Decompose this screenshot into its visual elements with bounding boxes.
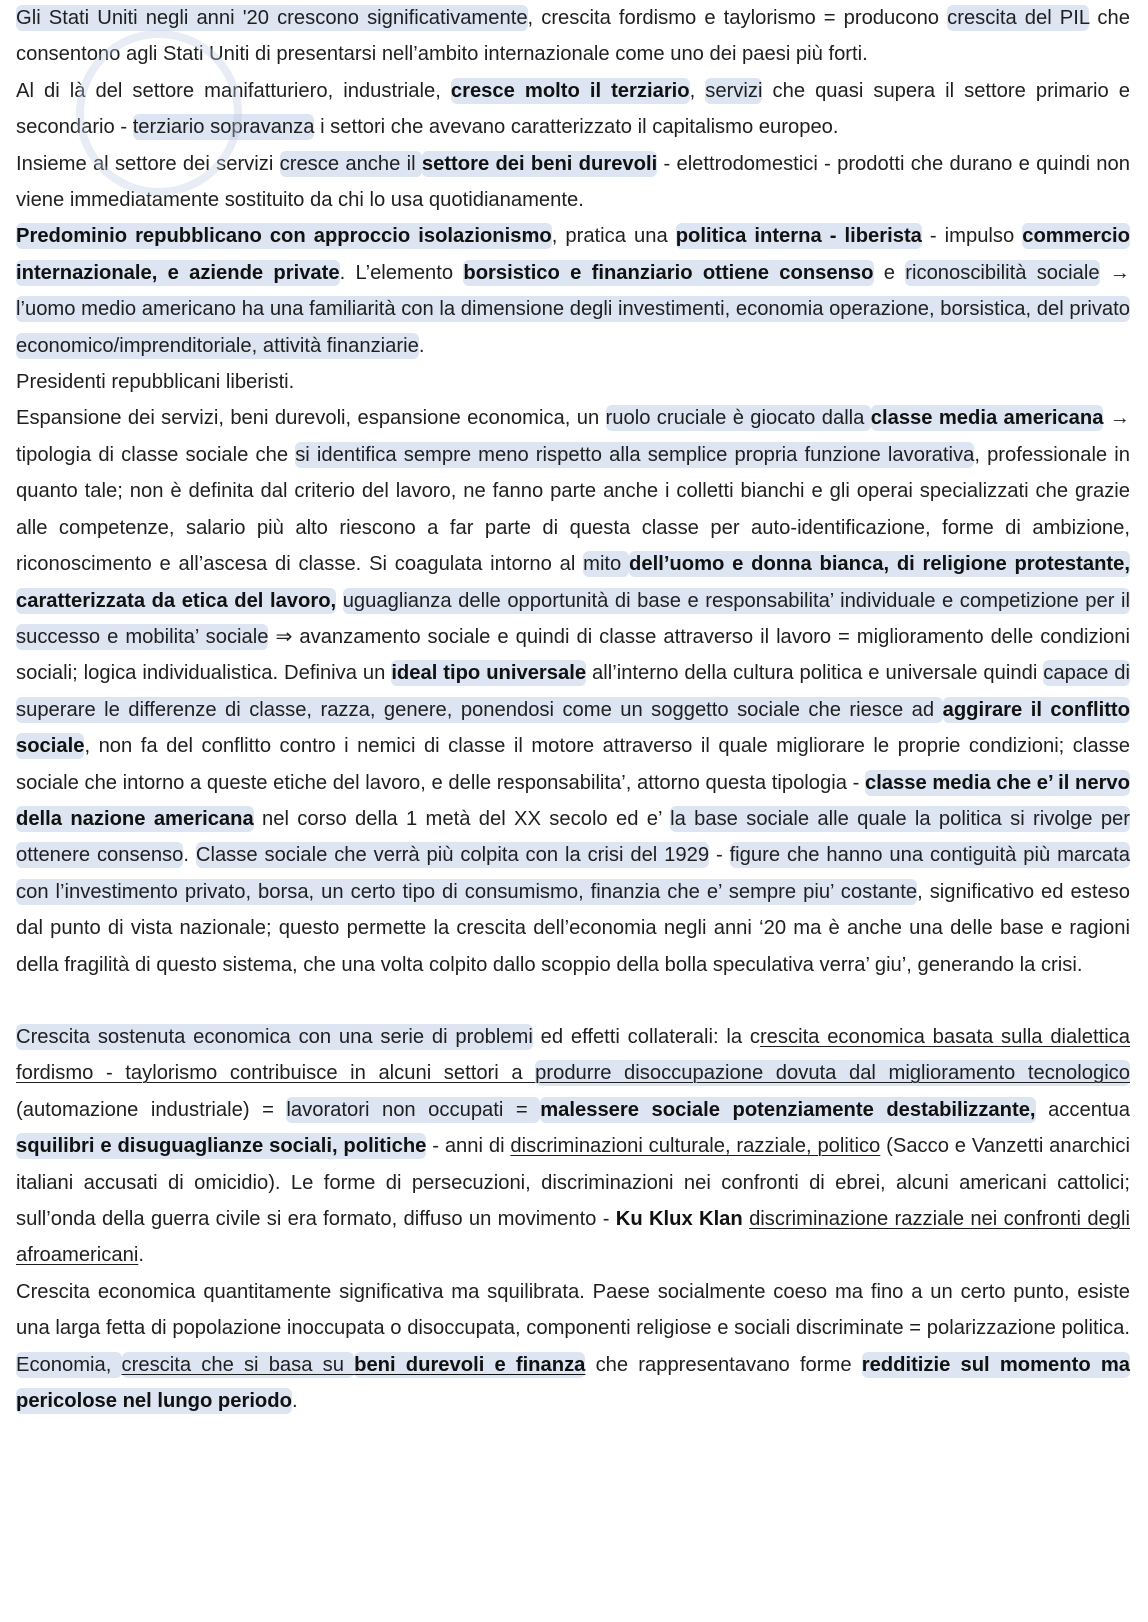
paragraph [16, 364, 1130, 400]
text-run: Presidenti repubblicani liberisti. [16, 371, 295, 394]
highlighted-text: l’uomo medio americano ha una familiarità con la dimensione degli investimenti, economia operazione, borsistica, del privato economico/imprenditoriale, attività finanziarie [16, 298, 1130, 357]
text-run: (Sacco e Vanzetti anarchici italiani accusati di omicidio). Le forme di persecuzioni, discriminazioni nei confronti di ebrei, alcuni americani cattolici; sull’onda della guerra civile si era formato, diffuso un movimento - [16, 1135, 1130, 1230]
text-run: , significativo ed esteso dal punto di vista nazionale; questo permette la crescita dell’economia negli anni ‘20 ma è anche una delle base e ragioni della fragilità di questo sistema, che una volta colpito dallo scoppio della bolla speculativa verra’ giu’, generando la crisi. [16, 880, 1130, 976]
paragraph-spacer [16, 983, 1130, 1019]
bold-text: Predominio repubblicano con approccio isolazionismo [16, 225, 552, 248]
highlighted-text: Gli Stati Uniti negli anni '20 crescono significativamente [16, 7, 528, 29]
text-run: Insieme al settore dei servizi [16, 152, 280, 175]
text-run: , professionale in quanto tale; non è definita dal criterio del lavoro, ne fanno parte anche i colletti bianchi e gli operai specializzati che grazie alle competenze, salario più alto riescono a far parte di questa classe per auto-identificazione, forme di ambizione, riconoscimento e all’ascesa di classe. Si coagulata intorno al [16, 443, 1130, 576]
highlighted-text: produrre disoccupazione dovuta dal miglioramento tecnologico [535, 1062, 1130, 1085]
highlighted-text: Classe sociale che verrà più colpita con la crisi del 1929 [195, 844, 710, 867]
highlighted-text: Economia, [16, 1353, 122, 1376]
paragraph [16, 73, 1130, 146]
text-run [336, 590, 343, 612]
paragraph [16, 0, 1130, 73]
text-run: → [1099, 261, 1130, 284]
text-run: . [138, 1244, 144, 1267]
bold-text: dell’uomo e donna bianca, di religione protestante, caratterizzata da etica del lavoro, [16, 553, 1130, 612]
paragraph [16, 400, 1130, 983]
highlighted-text: crescita del PIL [947, 7, 1090, 29]
text-run: → tipologia di classe sociale che [16, 407, 1130, 466]
highlighted-text: ruolo cruciale è giocato dalla [605, 407, 871, 430]
text-run: Al di là del settore manifatturiero, industriale, [16, 79, 451, 102]
text-run: . [418, 334, 425, 357]
text-run: all’interno della cultura politica e universale quindi [586, 662, 1044, 685]
text-run: e [873, 261, 906, 284]
bold-text: malessere sociale potenziamente destabilizzante, [540, 1098, 1036, 1121]
text-run: che rappresentavano forme [585, 1353, 862, 1376]
text-run: - anni di [426, 1135, 511, 1158]
paragraph [16, 1019, 1130, 1274]
bold-text: borsistico e finanziario ottiene consenso [463, 261, 874, 284]
paragraph [16, 146, 1130, 219]
text-run: rescita economica basata sulla dialettica fordismo - taylorismo contribuisce in alcuni settori a [16, 1025, 1130, 1085]
text-run: , non fa del conflitto contro i nemici di classe il motore attraverso il quale migliorare le proprie condizioni; classe sociale che intorno a queste etiche del lavoro, e delle responsabilita’, attorno questa tipologia - [16, 735, 1130, 794]
bold-text: politica interna - liberista [675, 225, 922, 248]
text-run: (automazione industriale) = [16, 1098, 287, 1121]
text-run: , crescita fordismo e taylorismo = producono [527, 7, 948, 29]
text-run: ed effetti collaterali: la c [532, 1025, 760, 1048]
highlighted-text: terziario sopravanza [132, 116, 315, 139]
text-run: discriminazioni culturale, razziale, politico [510, 1135, 881, 1158]
highlighted-text: cresce anche il [279, 152, 422, 175]
bold-text: redditizie sul momento ma pericolose nel lungo periodo [16, 1353, 1130, 1413]
text-run: che consentono agli Stati Uniti di presentarsi nell’ambito internazionale come uno dei paesi più forti. [16, 7, 1130, 66]
text-run: - impulso [921, 225, 1023, 248]
text-run: i settori che avevano caratterizzato il capitalismo europeo. [314, 116, 839, 139]
highlighted-text: figure che hanno una contiguità più marcata con l’investimento privato, borsa, un certo tipo di consumismo, finanzia che e’ sempre piu’ costante [16, 844, 1130, 903]
bold-text: beni durevoli e finanza [354, 1353, 586, 1376]
document-body [16, 0, 1130, 1419]
text-run: che quasi supera il settore primario e secondario - [16, 79, 1131, 139]
bold-text: classe media americana [870, 407, 1104, 430]
bold-text: commercio internazionale, e aziende private [16, 225, 1130, 284]
text-run: accentua [1035, 1098, 1131, 1121]
text-run: . [291, 1390, 298, 1413]
highlighted-text: servizi [705, 79, 763, 102]
paragraph [16, 218, 1130, 364]
highlighted-text: si identifica sempre meno rispetto alla semplice propria funzione lavorativa [295, 443, 975, 466]
highlighted-text: lavoratori non occupati = [286, 1098, 541, 1121]
bold-text: cresce molto il terziario [450, 79, 690, 102]
text-run: - [709, 844, 730, 867]
bold-text: aggirare il conflitto sociale [16, 698, 1130, 758]
text-run: discriminazione razziale nei confronti degli afroamericani [16, 1208, 1130, 1267]
highlighted-text: la base sociale alle quale la politica si rivolge per ottenere consenso [16, 807, 1130, 867]
text-run: , pratica una [551, 225, 676, 248]
text-run: , [689, 79, 706, 102]
highlighted-text: capace di superare le differenze di classe, razza, genere, ponendosi come un soggetto sociale che riesce ad [16, 662, 1131, 721]
highlighted-text: Crescita sostenuta economica con una serie di problemi [16, 1025, 533, 1048]
text-run: . [183, 844, 196, 867]
text-run: nel corso della 1 metà del XX secolo ed e’ [253, 807, 671, 830]
highlighted-text: uguaglianza delle opportunità di base e responsabilita’ individuale e competizione per il successo e mobilita’ sociale [16, 589, 1130, 648]
bold-text: squilibri e disuguaglianze sociali, politiche [16, 1135, 427, 1158]
bold-text: settore dei beni durevoli [421, 152, 658, 175]
bold-text: ideal tipo universale [391, 662, 587, 685]
bold-text: Ku Klux Klan [615, 1208, 743, 1230]
text-run: Espansione dei servizi, beni durevoli, espansione economica, un [16, 407, 606, 430]
highlighted-text: riconoscibilità sociale [905, 261, 1100, 284]
text-run: ⇒ avanzamento sociale e quindi di classe attraverso il lavoro = miglioramento delle condizioni sociali; logica individualistica. Definiva un [16, 625, 1130, 685]
paragraph [16, 1274, 1130, 1420]
text-run: Crescita economica quantitamente significativa ma squilibrata. Paese socialmente coeso ma fino a un certo punto, esiste una larga fetta di popolazione inoccupata o disoccupata, componenti religiose e sociali discriminate = polarizzazione politica. [16, 1280, 1130, 1340]
highlighted-text: crescita che si basa su [121, 1353, 355, 1376]
bold-text: classe media che e’ il nervo della nazione americana [16, 771, 1130, 830]
text-run: . L’elemento [339, 261, 464, 284]
highlighted-text: mito [583, 553, 630, 576]
text-run: - elettrodomestici - prodotti che durano e quindi non viene immediatamente sostituito da chi lo usa quotidianamente. [16, 152, 1130, 212]
